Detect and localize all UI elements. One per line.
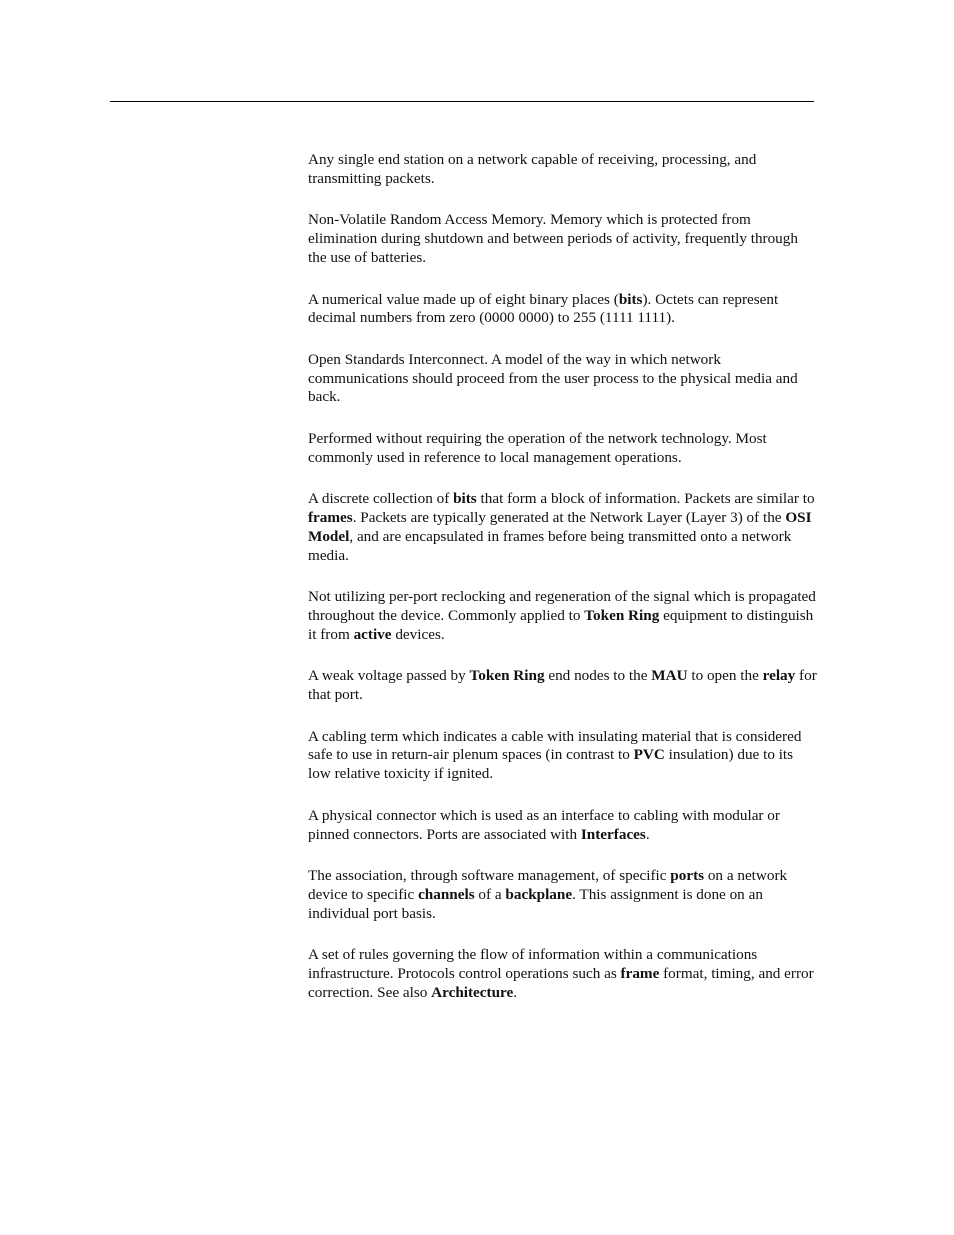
definition-text: to open the	[687, 667, 763, 685]
glossary-definition	[308, 807, 818, 844]
definition-text: Open Standards Interconnect. A model of the way in which network communications should proceed from the user process to the physical media and back.	[308, 350, 798, 406]
glossary-term-reference: channels	[418, 885, 475, 903]
glossary-term-reference: ports	[670, 867, 705, 885]
glossary-term-reference: Token Ring	[469, 667, 545, 685]
glossary-definition	[308, 946, 818, 1002]
glossary-term-reference: OSI Model	[308, 509, 812, 545]
glossary-definition	[308, 588, 818, 644]
definition-text: . This assignment is done on an individual port basis.	[308, 885, 763, 922]
glossary-term-reference: frames	[308, 509, 353, 527]
glossary-definition	[308, 430, 818, 467]
glossary-term-reference: Token Ring	[584, 606, 660, 624]
glossary-term-reference: backplane	[505, 885, 573, 903]
glossary-definition	[308, 291, 818, 328]
glossary-term-reference: Interfaces	[580, 825, 646, 843]
definition-text: Not utilizing per-port reclocking and regeneration of the signal which is propagated throughout the device. Commonly applied to	[308, 588, 816, 624]
glossary-definitions	[308, 151, 818, 1026]
definition-text: Performed without requiring the operation of the network technology. Most commonly used in reference to local management operations.	[308, 430, 767, 466]
glossary-term-reference: relay	[762, 667, 796, 685]
glossary-definition	[308, 867, 818, 923]
glossary-definition	[308, 351, 818, 407]
definition-text: A set of rules governing the flow of information within a communications infrastructure. Protocols control operations such as	[308, 946, 758, 983]
glossary-definition	[308, 667, 818, 704]
definition-text: for that port.	[308, 667, 817, 704]
definition-text: A discrete collection of	[308, 490, 454, 508]
definition-text: .	[645, 825, 650, 843]
glossary-term-reference: Architecture	[431, 983, 514, 1001]
header-rule	[110, 101, 814, 102]
definition-text: ). Octets can represent decimal numbers from zero (0000 0000) to 255 (1111 1111).	[308, 290, 779, 327]
definition-text: on a network device to specific	[308, 867, 788, 903]
definition-text: , and are encapsulated in frames before being transmitted onto a network media.	[308, 527, 792, 564]
glossary-term-reference: active	[353, 625, 392, 643]
definition-text: A physical connector which is used as an interface to cabling with modular or pinned connectors. Ports are associated with	[308, 806, 780, 843]
glossary-definition	[308, 490, 818, 565]
definition-text: format, timing, and error correction. See also	[308, 965, 814, 1001]
glossary-definition	[308, 728, 818, 784]
definition-text: that form a block of information. Packets are similar to	[476, 490, 815, 508]
definition-text: The association, through software management, of specific	[308, 867, 671, 885]
definition-text: Any single end station on a network capable of receiving, processing, and transmitting packets.	[308, 151, 757, 187]
glossary-term-reference: PVC	[633, 746, 665, 764]
definition-text: .	[513, 983, 518, 1001]
definition-text: end nodes to the	[544, 667, 652, 685]
definition-text: A numerical value made up of eight binary places (	[308, 290, 619, 308]
definition-text: A weak voltage passed by	[308, 667, 470, 685]
definition-text: equipment to distinguish it from	[308, 606, 814, 643]
glossary-definition	[308, 211, 818, 267]
glossary-definition	[308, 151, 818, 188]
definition-text: A cabling term which indicates a cable with insulating material that is considered safe to use in return-air plenum spaces (in contrast to	[308, 727, 802, 764]
definition-text: . Packets are typically generated at the Network Layer (Layer 3) of the	[352, 509, 786, 527]
definition-text: devices.	[391, 625, 445, 643]
definition-text: of a	[474, 885, 506, 903]
definition-text: Non-Volatile Random Access Memory. Memory which is protected from elimination during shutdown and between periods of activity, frequently through the use of batteries.	[308, 211, 798, 266]
glossary-term-reference: MAU	[651, 667, 688, 685]
definition-text: insulation) due to its low relative toxicity if ignited.	[308, 746, 794, 783]
glossary-term-reference: frame	[620, 965, 660, 983]
glossary-term-reference: bits	[618, 290, 643, 308]
glossary-term-reference: bits	[453, 490, 477, 508]
